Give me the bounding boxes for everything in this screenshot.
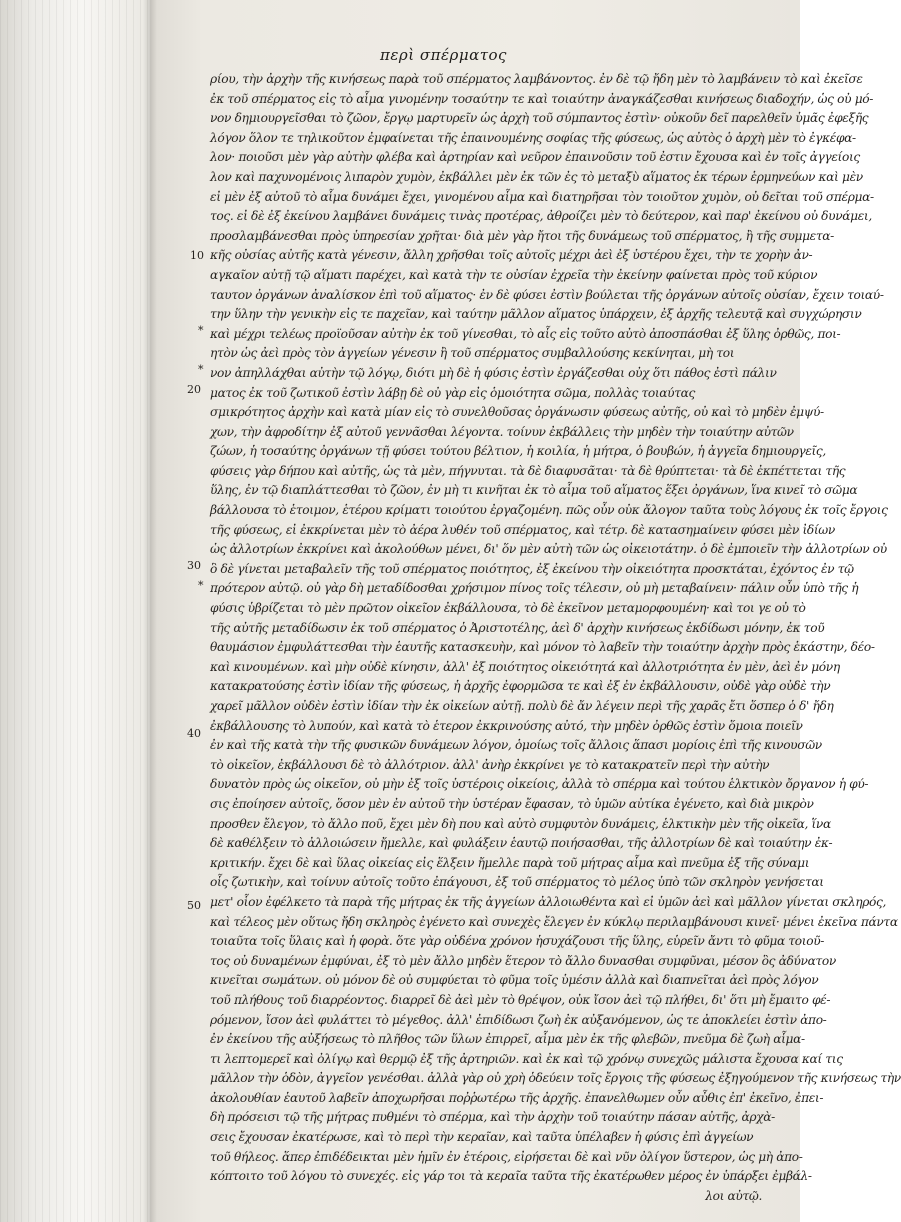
margin-asterisk: * [198,324,204,337]
text-line: σμικρότητος ἀρχὴν καὶ κατὰ μίαν εἰς τὸ συνελθοῦσας ὀργάνωσιν φύσεως αὐτῆς, οὐ καὶ τὸ μηδὲν ἐμψύ- [210,405,824,420]
text-line: ἐκβάλλουσης τὸ λυπούν, καὶ κατὰ τὸ ἑτερον ἐκκρινούσης αὐτό, τὴν μηδὲν ὀρθῶς ἐστὶν ὅμοια ποιεῖν [210,718,803,733]
text-line: ζώων, ἡ τοσαύτης ὀργάνων τῇ φύσει τούτου βέλτιον, ἡ κοιλία, ἡ μήτρα, ὁ βουβών, ἡ ἀγγεῖα δημιουργεῖς, [210,444,826,459]
text-line: σις ἐποίησεν αὐτοῖς, ὅσον μὲν ἐν αὐτοῦ τὴν ὑστέραν ἔφασαν, τὸ ὑμῶν αὐτίκα ἐγένετο, καὶ διὰ μικρὸν [210,796,814,811]
page-edge-lines [0,0,150,1222]
text-line: εἰ μὲν ἐξ αὐτοῦ τὸ αἷμα δυνάμει ἔχει, γινομένου αἷμα καὶ διατηρῆσαι τὸν τοιοῦτον χυμὸν, οὐ δεῖται τοῦ σπέρμα- [210,189,874,204]
body-text [210,70,901,1206]
text-line: πρότερον αὐτῷ. οὐ γὰρ δὴ μεταδίδοσθαι χρήσιμον πίνος τοῖς τέλεσιν, οὐ μὴ μεταβαίνειν· πάλιν οὖν ὑπὸ τῆς ἡ [210,581,859,596]
text-line: καὶ μέχρι τελέως προϊοῦσαν αὐτὴν ἐκ τοῦ γίνεσθαι, τὸ αἷς εἰς τοῦτο αὐτὸ ἀποσπάσθαι ἐξ ὕλης ὀρθῶς, ποι- [210,326,841,341]
text-line: τῆς αὐτῆς μεταδίδωσιν ἐκ τοῦ σπέρματος ὁ Ἀριστοτέλης, ἀεὶ δ' ἀρχὴν κινήσεως ἐκδίδωσι μόνην, ἐκ τοῦ [210,620,825,635]
text-line: τος. εἰ δὲ ἐξ ἐκείνου λαμβάνει δυνάμεις τινὰς προτέρας, ἀθροίζει μὲν τὸ δεύτερον, καὶ παρ' ἐκείνου οὐ δυνάμει, [210,209,872,224]
text-line: ὡς ἀλλοτρίων ἐκκρίνει καὶ ἀκολούθων μένει, δι' ὅν μὲν αὐτὴ τῶν ὡς οἰκειοτάτην. ὁ δὲ ἐμποιεῖν τὴν ἀλλοτρίων οὐ [210,542,887,557]
text-line: τοιαῦτα τοῖς ὕλαις καὶ ἡ φορὰ. ὅτε γὰρ οὐδένα χρόνον ἡσυχάζουσι τῆς ὕλης, εὑρεῖν ἄντι τὸ φῦμα τοιοῦ- [210,934,825,949]
text-line: θαυμάσιον ἐμφυλάττεσθαι τὴν ἑαυτῆς κατασκευὴν, καὶ μόνον τὸ λαβεῖν τὴν τοιαύτην ἀρχὴν πρὸς ἑκάστην, δέο- [210,640,875,655]
margin-asterisk: * [198,579,204,592]
text-line: καὶ κινουμένων. καὶ μὴν οὐδὲ κίνησιν, ἀλλ' ἐξ ποιότητος οἰκειότητά καὶ ἀλλοτριότητα ἐν μὲν, ἀεὶ ἐν μόνη [210,659,840,674]
line-number-50: 50 [187,899,201,912]
text-line: βάλλουσα τὸ ἑτοιμον, ἑτέρου κρίματι τοιούτου ἐργαζομένη. πῶς οὖν οὐκ ἄλογον ταῦτα τοὺς λόγους ἐκ τοῖς ἔργοις [210,503,888,518]
text-line: τοῦ θήλεος. ἅπερ ἐπιδέδεικται μὲν ἡμῖν ἐν ἑτέροις, εἰρήσεται δὲ καὶ νῦν ὀλίγον ὕστερον, ὡς μὴ ἀπο- [210,1149,803,1164]
text-line: ὃ δὲ γίνεται μεταβαλεῖν τῆς τοῦ σπέρματος ποιότητος, ἐξ ἐκείνου τὴν οἰκειότητα προσκτάται, ἐχόντος ἐν τῷ [210,561,854,576]
text-line: προσθεν ἔλεγον, τὸ ἄλλο ποῦ, ἔχει μὲν δὴ που καὶ αὐτὸ συμφυτὸν δυνάμεις, ἑλκτικὴν μὲν τῆς οἰκεῖα, ἵνα [210,816,831,831]
text-line: ἀκολουθίαν ἑαυτοῦ λαβεῖν ἀποχωρῆσαι ποῤῥωτέρω τῆς ἀρχῆς. ἐπανελθωμεν οὖν αὖθις ἐπ' ἐκεῖνο, ἐπει- [210,1090,824,1105]
text-line: ἐν καὶ τῆς κατὰ τὴν τῆς φυσικῶν δυνάμεων λόγον, ὁμοίως τοῖς ἄλλοις ἅπασι μορίοις ἐπὶ τῆς κινουσῶν [210,738,822,753]
text-line: αγκαῖον αὐτῇ τῷ αἵματι παρέχει, καὶ κατὰ τὴν τε οὐσίαν ἐχρεῖα τὴν ἐκείνην φαίνεται πρὸς τοῦ κύριον [210,267,818,282]
line-number-40: 40 [187,727,201,740]
text-line: καὶ τέλεος μὲν οὕτως ἤδη σκληρὸς ἐγένετο καὶ συνεχὲς ἔλεγεν ἐν κύκλῳ περιλαμβάνουσι κινεῖ· μένει ἐκεῖνα πάντα [210,914,898,929]
text-line: τι λεπτομερεῖ καὶ ὀλίγῳ καὶ θερμῷ ἐξ τῆς ἀρτηριῶν. καὶ ἐκ καὶ τῷ χρόνῳ συνεχῶς μάλιστα ἔχουσα καί τις [210,1051,843,1066]
text-line: ρόμενον, ἴσον ἀεὶ φυλάττει τὸ μέγεθος. ἀλλ' ἐπιδίδωσι ζωὴ ἐκ αὐξανόμενον, ὡς τε ἀποκλείει ἐστὶν ἀπο- [210,1012,827,1027]
text-line: ταυτον ὀργάνων ἀναλίσκον ἐπὶ τοῦ αἵματος· ἐν δὲ φύσει ἐστὶν βούλεται τῆς ὀργάνων αὐτοῖς οὐσίαν, ἔχειν τοιαύ- [210,287,884,302]
text-line: ὕλης, ἐν τῷ διαπλάττεσθαι τὸ ζῶον, ἐν μὴ τι κινῆται ἐκ τὸ αἷμα τοῦ αἵματος ἕξει ὀργάνων, ἵνα κινεῖ τὸ σῶμα [210,483,858,498]
text-line: μᾶλλον τὴν ὁδὸν, ἀγγεῖον γενέσθαι. ἀλλὰ γὰρ οὐ χρὴ ὁδεύειν τοῖς ἔργοις τῆς φύσεως ἐξηγούμενον τῆς κινήσεως τὴν [210,1071,901,1086]
text-line: τὸ οἰκεῖον, ἐκβάλλουσι δὲ τὸ ἀλλότριον. ἀλλ' ἀνὴρ ἐκκρίνει γε τὸ κατακρατεῖν περὶ τὴν αὐτὴν [210,757,770,772]
text-line: κῆς οὐσίας αὐτῆς κατὰ γένεσιν, ἄλλη χρῆσθαι τοῖς αὐτοῖς μέχρι ἀεὶ ἐξ ὑστέρου ἔχει, τὴν τε χορὴν ἀν- [210,248,813,263]
text-line: λον· ποιοῦσι μὲν γὰρ αὐτὴν φλέβα καὶ ἀρτηρίαν καὶ νεῦρον ἐπαινοῦσιν τοῦ ἐστιν ἔχουσα καὶ ἐν τοῖς ἀγγείοις [210,150,860,165]
text-line: ἐν ἐκείνου τῆς αὐξήσεως τὸ πλῆθος τῶν ὕλων ἐπιρρεῖ, αἷμα μὲν ἐκ τῆς φλεβῶν, πνεῦμα δὲ ζωὴ αἷμα- [210,1032,805,1047]
text-line: δυνατὸν πρὸς ὡς οἰκεῖον, οὐ μὴν ἐξ τοῖς ὑστέροις οἰκείοις, ἀλλὰ τὸ σπέρμα καὶ τούτου ἑλκτικὸν ὄργανον ἡ φύ- [210,777,869,792]
text-line: λον καὶ παχυνομένοις λιπαρὸν χυμὸν, ἐκβάλλει μὲν ἐκ τῶν ἐς τὸ μεταξὺ αἵματος ἐκ τέρων ἑρμηνεύων καὶ μὲν [210,169,863,184]
text-line: κατακρατούσης ἐστὶν ἰδίαν τῆς φύσεως, ἡ ἀρχῆς ἐφορμῶσα τε καὶ ἐξ ἐν ἐκβάλλουσιν, οὐδὲ γὰρ οὐδὲ τὴν [210,679,831,694]
text-line: λόγον ὅλον τε τηλικοῦτον ἐμφαίνεται τῆς ἐπαινουμένης σοφίας τῆς φύσεως, ὡς αὐτὸς ὁ ἀρχὴ μὲν τὸ ἐγκέφα- [210,130,856,145]
text-line: τοῦ πλήθους τοῦ διαρρέοντος. διαρρεῖ δὲ ἀεὶ μὲν τὸ θρέψον, οὐκ ἴσον ἀεὶ τῷ πλήθει, δι' ὅτι μὴ ἔμαιτο φέ- [210,992,831,1007]
text-line: νον δημιουργεῖσθαι τὸ ζῶον, ἔργῳ μαρτυρεῖν ὡς ἀρχὴ τοῦ σύμπαντος ἐστὶν· οὐκοῦν δεῖ παρελθεῖν ὑμᾶς ἐφεξῆς [210,111,869,126]
text-line: κόπτοιτο τοῦ λόγου τὸ συνεχές. εἰς γάρ τοι τὰ κεραῖα ταῦτα τῆς ἐκατέρωθεν μέρος ἐν ὑπάρξει ἐμβάλ- [210,1169,812,1184]
text-line: φύσις ὑβρίζεται τὸ μὲν πρῶτον οἰκεῖον ἐκβάλλουσα, τὸ δὲ ἐκεῖνον μεταμορφουμένη· καὶ τοι γε οὐ τὸ [210,601,806,616]
text-line: ητὸν ὡς ἀεὶ πρὸς τὸν ἀγγείων γένεσιν ἢ τοῦ σπέρματος συμβαλλούσης κεκίνηται, μὴ τοι [210,346,735,361]
text-line: λοι αὐτῷ. [705,1188,762,1203]
text-line: ἐκ τοῦ σπέρματος εἰς τὸ αἷμα γινομένην τοσαύτην τε καὶ τοιαύτην ἀναγκάζεσθαι κινήσεως διαδοχήν, ὡς οὐ μό- [210,91,874,106]
line-number-10: 10 [190,249,204,262]
text-line: χων, τὴν ἀφροδίτην ἐξ αὐτοῦ γεννᾶσθαι λέγοντα. τοίνυν ἐκβάλλεις τὴν μηδὲν τὴν τοιαύτην αὐτῶν [210,424,794,439]
text-line: νον ἀπηλλάχθαι αὐτὴν τῷ λόγῳ, διότι μὴ δὲ ἡ φύσις ἐστὶν ἐργάζεσθαι οὐχ ὅτι πάθος ἐστὶ πάλιν [210,365,777,380]
text-line: κινεῖται σωμάτων. οὐ μόνον δὲ οὐ συμφύεται τὸ φῦμα τοῖς ὑμέσιν ἀλλὰ καὶ διαπνεῖται ἀεὶ πρὸς λόγον [210,973,819,988]
text-line: ματος ἐκ τοῦ ζωτικοῦ ἐστὶν λάβῃ δὲ οὐ γὰρ εἰς ὁμοιότητα σῶμα, πολλὰς τοιαύτας [210,385,695,400]
text-line: φύσεις γὰρ δήπου καὶ αὐτῆς, ὡς τὰ μὲν, πήγνυται. τὰ δὲ διαφυσᾶται· τὰ δὲ θρύπτεται· τὰ δὲ ἐκπέττεται τῆς [210,463,846,478]
line-number-20: 20 [187,383,201,396]
text-line: τος οὐ δυναμένων ἐμφύναι, ἐξ τὸ μὲν ἄλλο μηδὲν ἕτερον τὸ ἄλλο δυνασθαι συμφῦναι, μέσον ὃς ἀδύνατον [210,953,836,968]
text-line: δὴ πρόσεισι τῷ τῆς μήτρας πυθμένι τὸ σπέρμα, καὶ τὴν ἀρχὴν τοῦ τοιαύτην πάσαν αὐτῆς, ἀρχὰ- [210,1110,775,1125]
text-line: ρίου, τὴν ἀρχὴν τῆς κινήσεως παρὰ τοῦ σπέρματος λαμβάνοντος. ἐν δὲ τῷ ἤδη μὲν τὸ λαμβάνειν τὸ καὶ ἐκεῖσε [210,72,863,86]
text-line: σεις ἔχουσαν ἐκατέρωσε, καὶ τὸ περὶ τὴν κεραῖαν, καὶ ταῦτα ὑπέλαβεν ἡ φύσις ἐπὶ ἀγγείων [210,1130,754,1145]
text-line: προσλαμβάνεσθαι πρὸς ὑπηρεσίαν χρῆται· διὰ μὲν γὰρ ἤτοι τῆς δυνάμεως τοῦ σπέρματος, ἢ τῆς συμμετα- [210,228,834,243]
running-head: περὶ σπέρματος [380,46,507,64]
text-line: τῆς φύσεως, εἰ ἐκκρίνεται μὲν τὸ ἀέρα λυθέν τοῦ σπέρματος, καὶ τέτρ. δὲ κατασημαίνειν φύσει μὲν ἰδίων [210,522,835,537]
line-number-30: 30 [187,559,201,572]
margin-asterisk: * [198,363,204,376]
text-line: δὲ καθέλξειν τὸ ἀλλοιώσειν ἤμελλε, καὶ φυλάξειν ἑαυτῷ ποιήσασθαι, τῆς ἀλλοτρίων δὲ καὶ τοιαύτην ἐκ- [210,836,833,851]
text-line: μετ' οἷον ἐφέλκετο τὰ παρὰ τῆς μήτρας ἐκ τῆς ἀγγείων ἀλλοιωθέντα καὶ εἰ ὑμῶν ἀεὶ καὶ μᾶλλον γίνεται σκληρός, [210,894,887,909]
text-line: οἷς ζωτικὴν, καὶ τοίνυν αὐτοῖς τοῦτο ἐπάγουσι, ἐξ τοῦ σπέρματος τὸ μέλος ὑπὸ τῶν σκληρὸν γενήσεται [210,875,824,890]
spine-shadow [143,0,157,1222]
text-line: την ὕλην τὴν γενικὴν εἰς τε παχεῖαν, καὶ ταύτην μᾶλλον αἵματος ὑπάρχειν, ἐξ ἀρχῆς τελευτᾷ καὶ συγχώρησιν [210,307,862,322]
text-line: κριτικήν. ἔχει δὲ καὶ ὕλας οἰκείας εἰς ἕλξειν ἤμελλε παρὰ τοῦ μήτρας αἷμα καὶ πνεῦμα ἐξ τῆς σύναμι [210,855,810,870]
text-line: χαρεῖ μᾶλλον οὐδὲν ἐστὶν ἰδίαν τὴν ἐκ οἰκείων αὐτῇ. πολὺ δὲ ἄν λέγειν περὶ τῆς χαρᾶς ἔτι ὅσπερ ὁ δ' ἤδη [210,699,834,713]
